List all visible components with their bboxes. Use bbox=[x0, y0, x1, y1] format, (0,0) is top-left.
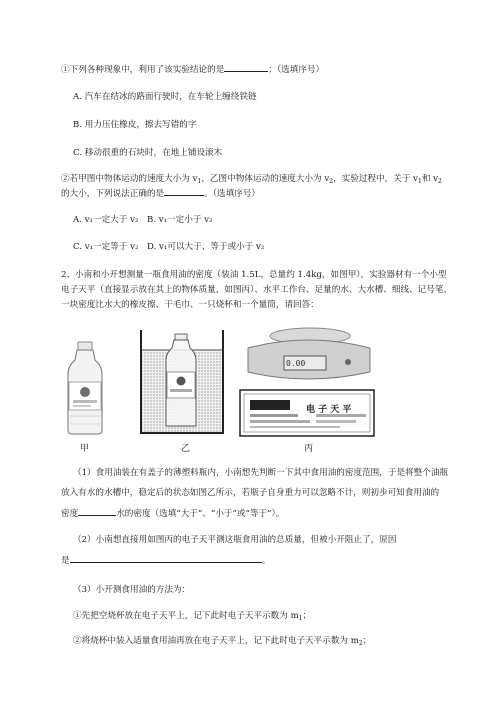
part3-step1-end: ； bbox=[302, 611, 312, 621]
q1-option-b: B. 用力压住橡皮，擦去写错的字 bbox=[73, 120, 197, 130]
q1-option-c: C. 移动很重的石块时，在地上铺设滚木 bbox=[73, 148, 223, 158]
q1-stem-tail: ；（选填序号） bbox=[268, 65, 325, 75]
part3-step2-text: ②将烧杯中装入适量食用油再放在电子天平上，记下此时电子天平示数为 m bbox=[73, 636, 359, 646]
figure-label-c: 丙 bbox=[304, 444, 314, 454]
electronic-scale-figure bbox=[238, 326, 378, 438]
part2-answer-blank[interactable] bbox=[70, 553, 262, 563]
q2-text-d: 和 v bbox=[421, 174, 439, 184]
problem2-line1: 2、小南和小开想测量一瓶食用油的密度（装油 1.5L，总量约 1.4kg，如图甲），实验器材有一个小型 bbox=[61, 270, 447, 280]
part3-step2-end: ； bbox=[362, 636, 372, 646]
problem2-line2: 电子天平（直接显示放在其上的物体质量，如图丙）、水平工作台、足量的水、大水槽、细线、记号笔、 bbox=[61, 285, 453, 295]
q2-option-d: D. v₁可以大于、等于或小于 v₂ bbox=[147, 242, 265, 252]
q2-sub2: 2 bbox=[329, 178, 334, 185]
scale-title: 电 子 天 平 bbox=[306, 405, 352, 415]
part3-step2 bbox=[73, 634, 371, 647]
scale-display: 0.00 bbox=[286, 359, 306, 368]
part2-text-b: 。 bbox=[261, 556, 271, 566]
part1-line1: （1）食用油装在有盖子的薄塑料瓶内，小南想先判断一下其中食用油的密度范围，于是将整个油瓶 bbox=[73, 468, 449, 478]
part2-line2 bbox=[61, 553, 270, 566]
q2-answer-blank[interactable] bbox=[164, 186, 204, 196]
part3-step1-sub: 1 bbox=[298, 615, 303, 622]
part3-title: （3）小开测食用油的方法为： bbox=[73, 585, 191, 595]
oil-bottle-figure bbox=[60, 340, 110, 436]
q2-text-a: ②若甲图中物体运动的速度大小为 v bbox=[61, 174, 198, 184]
part2-text-a: 是 bbox=[61, 556, 70, 566]
q1-option-a: A. 汽车在结冰的路面行驶时，在车轮上缠绕铁链 bbox=[73, 92, 257, 102]
part3-step1-text: ①先把空烧杯放在电子天平上，记下此时电子天平示数为 m bbox=[73, 611, 299, 621]
q1-stem bbox=[61, 62, 324, 75]
q2-option-b: B. v₁一定小于 v₂ bbox=[147, 215, 213, 225]
q2-sub2b: 2 bbox=[438, 178, 442, 185]
part1-text-a: 密度 bbox=[61, 509, 79, 519]
q1-answer-blank[interactable] bbox=[224, 62, 268, 72]
part3-step2-sub: 2 bbox=[358, 640, 363, 647]
part3-step1 bbox=[73, 609, 311, 622]
q2-text-c: ，实验过程中，关于 v bbox=[333, 174, 418, 184]
q1-stem-text: ①下列各种现象中，利用了该实验结论的是 bbox=[61, 65, 225, 75]
problem2-line3: 一块密度比水大的橡皮擦、干毛巾、一只烧杯和一个量筒，请回答： bbox=[61, 300, 319, 310]
q2-text-f: 。（选填序号） bbox=[204, 189, 260, 199]
part1-line2: 放入有水的水槽中，稳定后的状态如图乙所示，若瓶子自身重力可以忽略不计，则初步可知食用油的 bbox=[61, 488, 440, 498]
q2-stem-line1 bbox=[61, 172, 442, 185]
q2-sub1b: 1 bbox=[418, 178, 422, 185]
q2-text-b: ，乙图中物体运动的速度大小为 v bbox=[201, 174, 330, 184]
q2-option-c: C. v₁一定等于 v₂ bbox=[73, 242, 139, 252]
part1-line3 bbox=[61, 506, 284, 519]
part1-text-b: 水的密度（选填“大于”、“小于”或“等于”）。 bbox=[116, 509, 285, 519]
q2-text-e: 的大小，下列说法正确的是 bbox=[61, 189, 165, 199]
water-tank-figure bbox=[138, 328, 226, 436]
part2-line1: （2）小南想直接用如图丙的电子天平测这瓶食用油的总质量，但被小开阻止了，原因 bbox=[73, 535, 397, 545]
q2-sub1: 1 bbox=[197, 178, 202, 185]
figure-label-a: 甲 bbox=[80, 444, 90, 454]
q2-option-a: A. v₁一定大于 v₂ bbox=[73, 215, 139, 225]
part1-answer-blank[interactable] bbox=[78, 506, 116, 516]
figure-label-b: 乙 bbox=[181, 444, 191, 454]
q2-stem-line2 bbox=[61, 186, 260, 199]
